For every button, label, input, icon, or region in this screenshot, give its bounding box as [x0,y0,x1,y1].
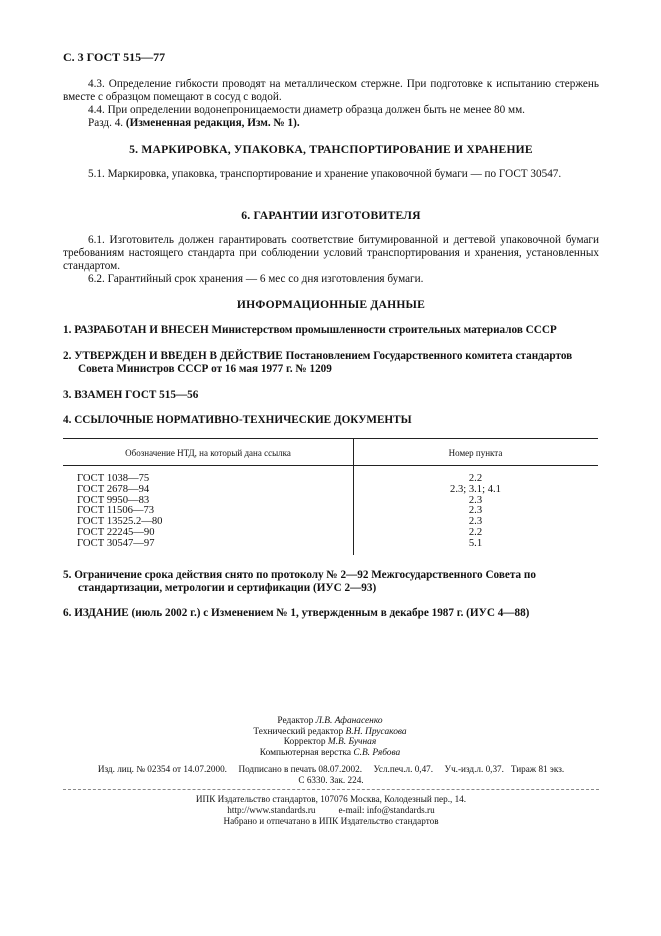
amendment-note [88,117,598,130]
info-item-1: 1. РАЗРАБОТАН И ВНЕСЕН Министерством промышленности строительных материалов СССР [63,324,557,336]
info-item-4: 4. ССЫЛОЧНЫЕ НОРМАТИВНО-ТЕХНИЧЕСКИЕ ДОКУМЕНТЫ [63,414,412,426]
table-cell-doc: ГОСТ 22245—90 [77,526,155,538]
info-item-6: 6. ИЗДАНИЕ (июль 2002 г.) с Изменением № 1, утвержденным в декабре 1987 г. (ИУС 4—88) [63,607,530,619]
info-item-3: 3. ВЗАМЕН ГОСТ 515—56 [63,389,199,401]
table-cell-doc: ГОСТ 1038—75 [77,473,150,484]
editor-label: Редактор [277,716,314,726]
table-cell-item: 2.2 [468,473,483,484]
table-cell-doc: ГОСТ 9950—83 [77,494,150,506]
table-cell-doc: ГОСТ 11506—73 [77,505,155,517]
publisher-line-3: Набрано и отпечатано в ИПК Издательство стандартов [223,816,439,826]
editor-name: Л.В. Афанасенко [315,716,383,726]
corrector-label: Корректор [283,737,326,748]
amendment-prefix: Разд. 4. [88,117,124,129]
table-cell-item: 2.2 [468,526,483,538]
section-5-title: 5. МАРКИРОВКА, УПАКОВКА, ТРАНСПОРТИРОВАНИЕ И ХРАНЕНИЕ [129,143,533,156]
table-body [63,474,598,550]
table-cell-item: 5.1 [468,537,483,549]
paragraph-5-1: 5.1. Маркировка, упаковка, транспортирование и хранение упаковочной бумаги — по ГОСТ 30547. [88,168,562,180]
amendment-bold: (Измененная редакция, Изм. № 1). [125,117,300,129]
layout-label: Компьютерная верстка [259,747,352,758]
tech-editor-name: В.Н. Прусакова [345,726,407,737]
info-title: ИНФОРМАЦИОННЫЕ ДАННЫЕ [236,298,426,311]
table-cell-item: 2.3 [468,505,483,517]
table-cell-item: 2.3 [468,494,483,506]
publication-line-1: Изд. лиц. № 02354 от 14.07.2000. Подписано в печать 08.07.2002. Усл.печ.л. 0,47. Уч.-изд.л. 0,37. Тираж 81 экз. [97,764,565,774]
page-header: С. 3 ГОСТ 515—77 [63,50,166,64]
layout-line [130,748,530,759]
imprint-credits [130,716,530,758]
table-header-rule [63,465,598,466]
tech-editor-label: Технический редактор [253,726,344,737]
table-cell-doc: ГОСТ 13525.2—80 [77,516,163,528]
editor-line [130,716,530,727]
paragraph-4-4: 4.4. При определении водонепроницаемости диаметр образца должен быть не менее 80 мм. [88,104,525,116]
table-cell-item: 2.3 [468,516,483,528]
section-6-title: 6. ГАРАНТИИ ИЗГОТОВИТЕЛЯ [241,209,421,222]
info-item-2: 2. УТВЕРЖДЕН И ВВЕДЕН В ДЕЙСТВИЕ Постановлением Государственного комитета стандартов Совета Министров СССР от 16 мая 1977 г. № 1209 [63,350,573,375]
corrector-line [130,737,530,748]
table-row [63,539,598,550]
table-row [63,485,598,496]
paragraph-6-1: 6.1. Изготовитель должен гарантировать соответствие битумированной и дегтевой упаковочной бумаги требованиям настоящего стандарта при соблюдении условий транспортирования и хранения, установленных стандартом. [63,234,599,273]
table-top-rule [63,438,598,439]
imprint-divider [63,789,599,790]
tech-editor-line [130,727,530,738]
table-cell-doc: ГОСТ 30547—97 [77,537,155,549]
table-cell-doc: ГОСТ 2678—94 [77,483,150,495]
publication-line-2: С 6330. Зак. 224. [298,775,364,785]
publisher-line-2: http://www.standards.ru e-mail: info@standards.ru [227,805,435,815]
table-cell-item: 2.3; 3.1; 4.1 [450,483,501,495]
publisher-line-1: ИПК Издательство стандартов, 107076 Москва, Колодезный пер., 14. [195,794,467,804]
info-item-5: 5. Ограничение срока действия снято по протоколу № 2—92 Межгосударственного Совета по стандартизации, метрологии и сертификации (ИУС 2—93) [63,569,536,594]
paragraph-4-3: 4.3. Определение гибкости проводят на металлическом стержне. При подготовке к испытанию стержень вместе с образцом помещают в сосуд с водой. [63,78,599,104]
layout-name: С.В. Рябова [353,747,401,758]
table-header-doc: Обозначение НТД, на который дана ссылка [125,448,291,458]
paragraph-6-2: 6.2. Гарантийный срок хранения — 6 мес со дня изготовления бумаги. [88,273,424,285]
table-header-item: Номер пункта [448,448,503,458]
corrector-name: М.В. Бучная [327,737,377,748]
